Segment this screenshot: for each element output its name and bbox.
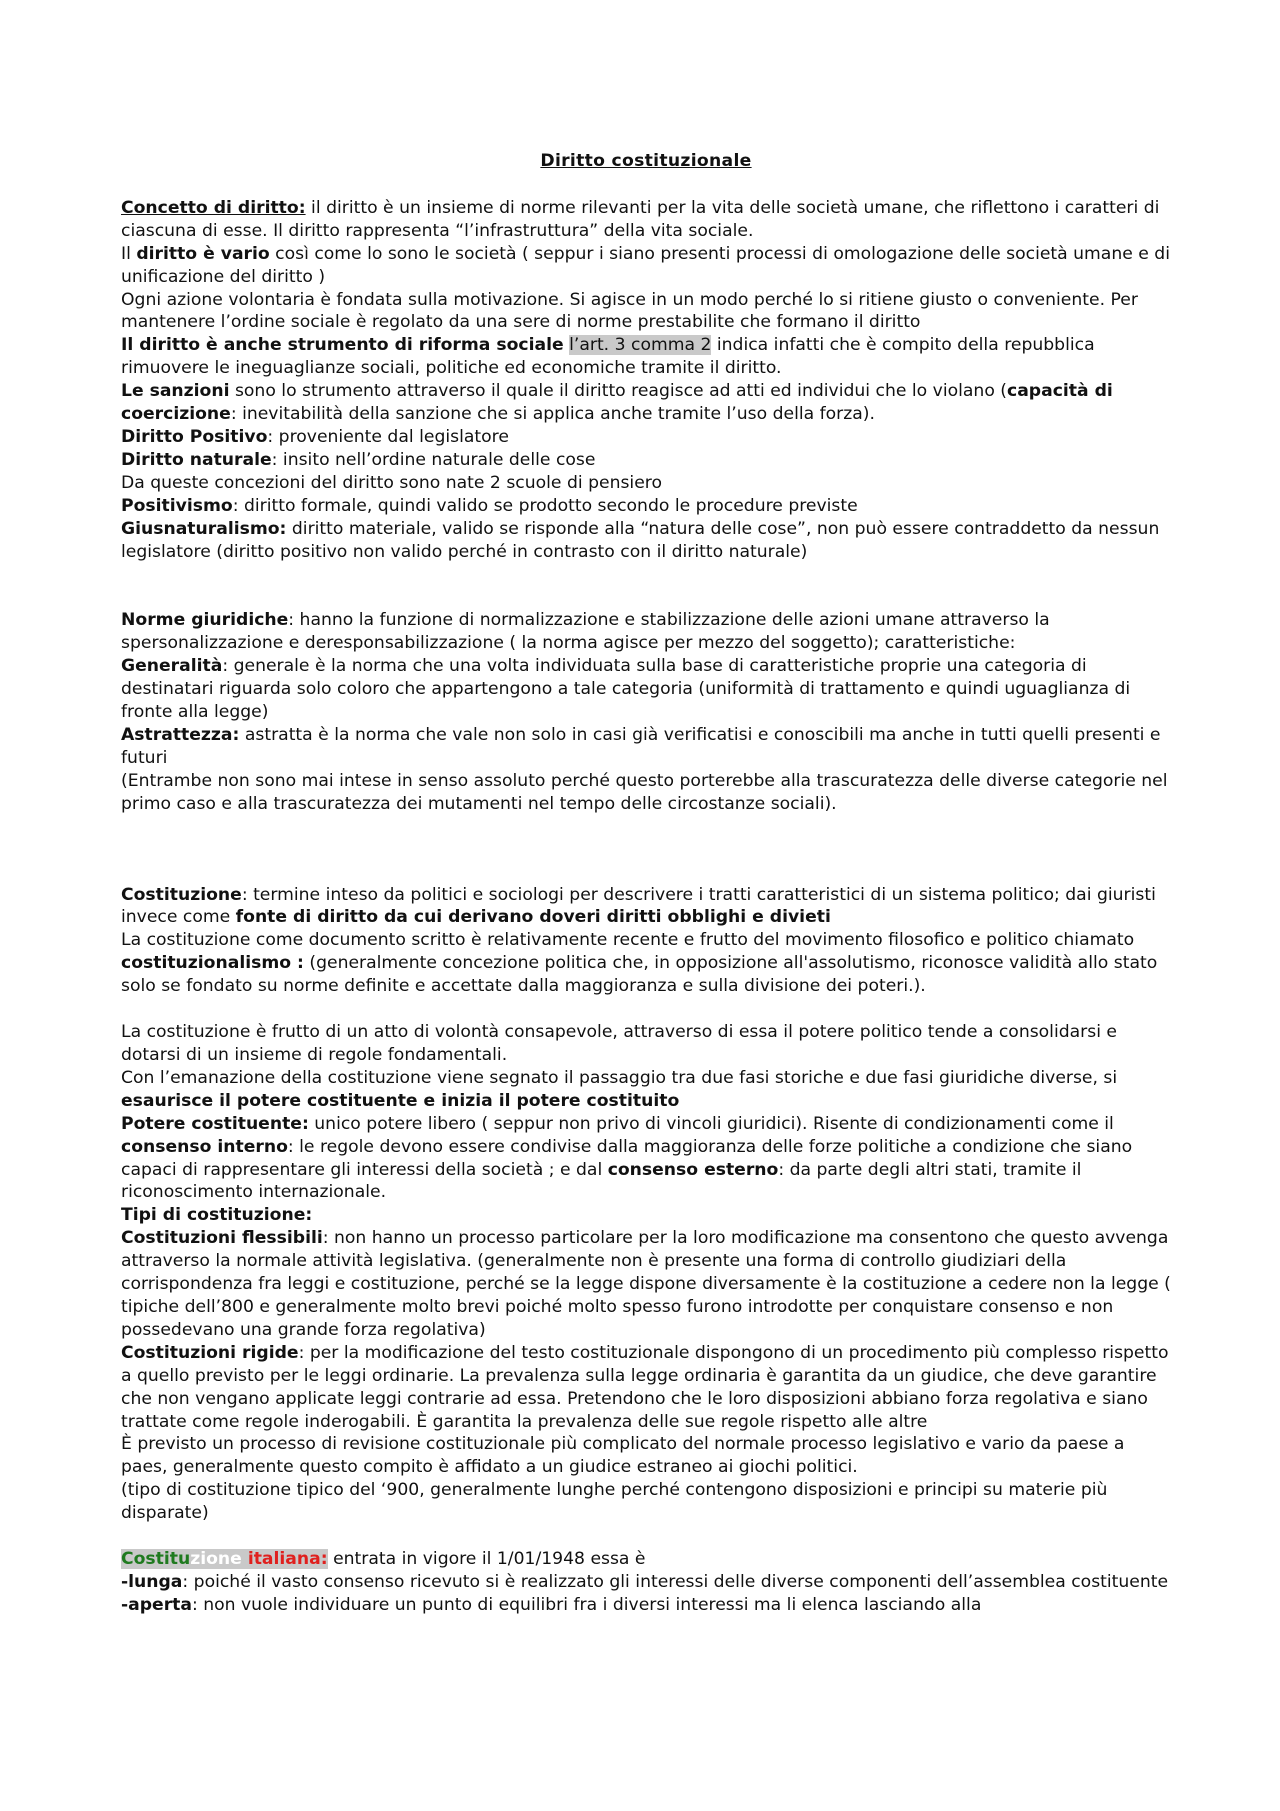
document-title: Diritto costituzionale xyxy=(540,151,752,171)
spacer xyxy=(121,563,1171,609)
spacer xyxy=(121,998,1171,1021)
term-concetto-di-diritto: Concetto di diritto: xyxy=(121,197,306,218)
paragraph-costituzione: Costituzione: termine inteso da politici e sociologi per descrivere i tratti caratteristici di un sistema politico; dai giuristi invece come fonte di diritto da cui derivano doveri diritti obblighi e divieti xyxy=(121,884,1156,928)
label-italiana: italiana: xyxy=(247,1549,328,1570)
paragraph-emanazione: Con l’emanazione della costituzione viene segnato il passaggio tra due fasi storiche e due fasi giuridiche diverse, si esaurisce il potere costituente e inizia il potere costituito xyxy=(121,1067,1118,1111)
label-costitu: Costitu xyxy=(121,1549,191,1570)
highlight-art-3: l’art. 3 comma 2 xyxy=(569,335,712,356)
paragraph-lunga: -lunga: poiché il vasto consenso ricevuto si è realizzato gli interessi delle diverse componenti dell’assemblea costituente xyxy=(121,1571,1169,1592)
paragraph-costituzioni-flessibili: Costituzioni flessibili: non hanno un processo particolare per la loro modificazione ma consentono che questo avvenga attraverso la normale attività legislativa. (generalmente non è presente una forma di controllo giudiziari della corrispondenza fra leggi e costituzione, perché se la legge dispone diversamente è la costituzione a cedere non la legge ( tipiche dell’800 e generalmente molto brevi poiché molto spesso furono introdotte per conquistare consenso e non possedevano una grande forza regolativa) xyxy=(121,1228,1171,1340)
paragraph-tipo-900: (tipo di costituzione tipico del ‘900, generalmente lunghe perché contengono disposizioni e principi su materie più disparate) xyxy=(121,1480,1108,1524)
paragraph-atto-volonta: La costituzione è frutto di un atto di volontà consapevole, attraverso di essa il potere politico tende a consolidarsi e dotarsi di un insieme di regole fondamentali. xyxy=(121,1022,1118,1065)
spacer xyxy=(121,1525,1171,1548)
paragraph-azione-volontaria: Ogni azione volontaria è fondata sulla motivazione. Si agisce in un modo perché lo si ritiene giusto o conveniente. Per mantenere l’ordine sociale è regolato da una sere di norme prestabilite che formano il diritto xyxy=(121,289,1138,333)
paragraph-norme-giuridiche: Norme giuridiche: hanno la funzione di normalizzazione e stabilizzazione delle azioni umane attraverso la spersonalizzazione e deresponsabilizzazione ( la norma agisce per mezzo del soggetto); caratteristiche: xyxy=(121,610,1050,654)
paragraph-giusnaturalismo: Giusnaturalismo: diritto materiale, valido se risponde alla “natura delle cose”, non può essere contraddetto da nessun legislatore (diritto positivo non valido perché in contrasto con il diritto naturale) xyxy=(121,518,1160,562)
document-page xyxy=(121,150,1171,1617)
spacer xyxy=(121,816,1171,884)
paragraph-scuole-pensiero: Da queste concezioni del diritto sono nate 2 scuole di pensiero xyxy=(121,472,662,493)
paragraph-revisione: È previsto un processo di revisione costituzionale più complicato del normale processo legislativo e vario da paese a paes, generalmente questo compito è affidato a un giudice estraneo ai giochi politici. xyxy=(121,1434,1125,1478)
label-zione: zione xyxy=(190,1549,242,1570)
term-diritto-vario: diritto è vario xyxy=(136,243,270,264)
paragraph-concetto-di-diritto: Concetto di diritto: il diritto è un insieme di norme rilevanti per la vita delle società umane, che riflettono i caratteri di ciascuna di esse. Il diritto rappresenta “l’infrastruttura” della vita sociale. xyxy=(121,197,1160,241)
paragraph-positivismo: Positivismo: diritto formale, quindi valido se prodotto secondo le procedure previste xyxy=(121,495,858,516)
paragraph-diritto-vario: Il diritto è vario così come lo sono le società ( seppur i siano presenti processi di omologazione delle società umane e di unificazione del diritto ) xyxy=(121,243,1170,287)
paragraph-costituzioni-rigide: Costituzioni rigide: per la modificazione del testo costituzionale dispongono di un procedimento più complesso rispetto a quello previsto per le leggi ordinarie. La prevalenza sulla legge ordinaria è garantita da un giudice, che deve garantire che non vengano applicate leggi contrarie ad essa. Pretendono che le loro disposizioni abbiano forza regolativa e siano trattate come regole inderogabili. È garantita la prevalenza delle sue regole rispetto alle altre xyxy=(121,1342,1169,1432)
paragraph-aperta: -aperta: non vuole individuare un punto di equilibri fra i diversi interessi ma li elenca lasciando alla xyxy=(121,1594,982,1615)
paragraph-diritto-positivo: Diritto Positivo: proveniente dal legislatore xyxy=(121,426,509,447)
paragraph-costituzione-italiana: Costituzione italiana: entrata in vigore il 1/01/1948 essa è xyxy=(121,1549,646,1570)
paragraph-costituzionalismo: La costituzione come documento scritto è relativamente recente e frutto del movimento filosofico e politico chiamato costituzionalismo : (generalmente concezione politica che, in opposizione all'assolutismo, riconosce validità allo stato solo se fondato su norme definite e accettate dalla maggioranza e sulla divisione dei poteri.). xyxy=(121,930,1158,997)
paragraph-potere-costituente: Potere costituente: unico potere libero ( seppur non privo di vincoli giuridici). Risente di condizionamenti come il consenso interno: le regole devono essere condivise dalla maggioranza delle forze politiche a condizione che siano capaci di rappresentare gli interessi della società ; e dal consenso esterno: da parte degli altri stati, tramite il riconoscimento internazionale. xyxy=(121,1113,1133,1203)
paragraph-generalita: Generalità: generale è la norma che una volta individuata sulla base di caratteristiche proprie una categoria di destinatari riguarda solo coloro che appartengono a tale categoria (uniformità di trattamento e quindi uguaglianza di fronte alla legge) xyxy=(121,656,1131,723)
paragraph-riforma-sociale: Il diritto è anche strumento di riforma sociale l’art. 3 comma 2 indica infatti che è compito della repubblica rimuovere le ineguaglianze sociali, politiche ed economiche tramite il diritto. xyxy=(121,335,1095,379)
paragraph-sanzioni: Le sanzioni sono lo strumento attraverso il quale il diritto reagisce ad atti ed individui che lo violano (capacità di coercizione: inevitabilità della sanzione che si applica anche tramite l’uso della forza). xyxy=(121,381,1113,425)
paragraph-entrambe: (Entrambe non sono mai intese in senso assoluto perché questo porterebbe alla trascuratezza delle diverse categorie nel primo caso e alla trascuratezza dei mutamenti nel tempo delle circostanze sociali). xyxy=(121,770,1168,814)
heading-tipi-costituzione: Tipi di costituzione: xyxy=(121,1205,313,1226)
paragraph-astrattezza: Astrattezza: astratta è la norma che vale non solo in casi già verificatisi e conoscibili ma anche in tutti quelli presenti e futuri xyxy=(121,724,1161,768)
paragraph-diritto-naturale: Diritto naturale: insito nell’ordine naturale delle cose xyxy=(121,449,596,470)
